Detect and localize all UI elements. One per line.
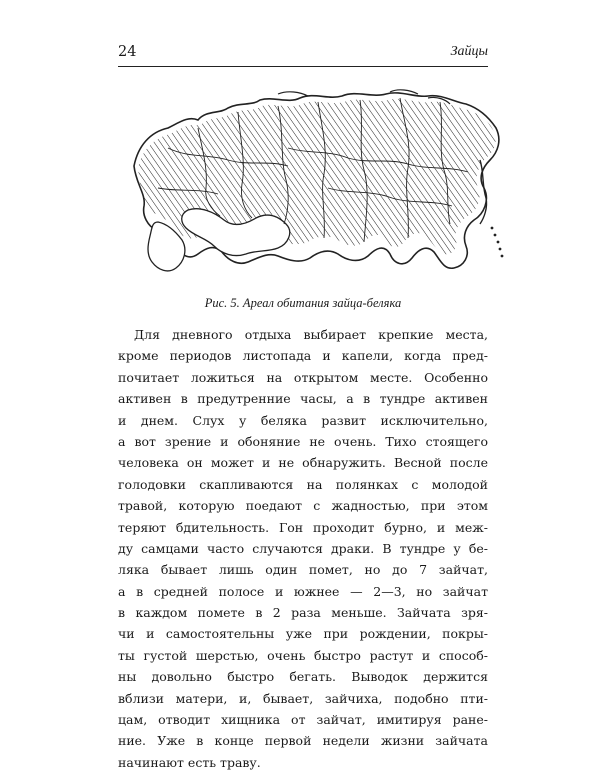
text-line: а в средней полосе и южнее — 2—3, но зайчат: [118, 583, 488, 599]
text-line: активен в предутренние часы, а в тундре активен: [118, 391, 488, 407]
text-line: цам, отводит хищника от зайчат, имитируя ране-: [118, 712, 488, 728]
text-line: и днем. Слух у беляка развит исключительно,: [118, 412, 488, 428]
running-title: Зайцы: [450, 44, 488, 59]
text-line: голодовки скапливаются на полянках с молодой: [118, 476, 488, 492]
text-line: начинают есть траву.: [118, 754, 261, 770]
text-line: травой, которую поедают с жадностью, при этом: [118, 498, 488, 514]
text-line: вблизи матери, и, бывает, зайчиха, подобно пти-: [118, 690, 488, 706]
text-line: ние. Уже в конце первой недели жизни зайчата: [118, 733, 488, 749]
text-line: а вот зрение и обоняние не очень. Тихо стоящего: [118, 433, 488, 449]
text-line: ты густой шерстью, очень быстро растут и способ-: [118, 647, 488, 663]
text-line: ны довольно быстро бегать. Выводок держится: [118, 669, 488, 685]
hare-range-map: [128, 88, 506, 284]
text-line: в каждом помете в 2 раза меньше. Зайчата зря-: [118, 605, 488, 621]
text-line: кроме периодов листопада и капели, когда пред-: [118, 348, 488, 364]
figure-caption: Рис. 5. Ареал обитания зайца-беляка: [204, 296, 402, 310]
body-paragraph: [118, 324, 488, 773]
text-line: ляка бывает лишь один помет, но до 7 зайчат,: [118, 562, 488, 578]
text-line: теряют бдительность. Гон проходит бурно, и меж-: [118, 519, 488, 535]
running-header: [118, 44, 488, 67]
kuril-islands: [491, 227, 504, 258]
text-line: чи и самостоятельны уже при рождении, покры-: [118, 626, 488, 642]
text-line: человека он может и не обнаружить. Весной после: [118, 455, 488, 471]
text-line: Для дневного отдыха выбирает крепкие места,: [134, 327, 488, 342]
text-line: почитает ложиться на открытом месте. Особенно: [118, 369, 488, 385]
text-line: ду самцами часто случаются драки. В тундре у бе-: [118, 540, 488, 556]
page-number: 24: [118, 44, 137, 60]
